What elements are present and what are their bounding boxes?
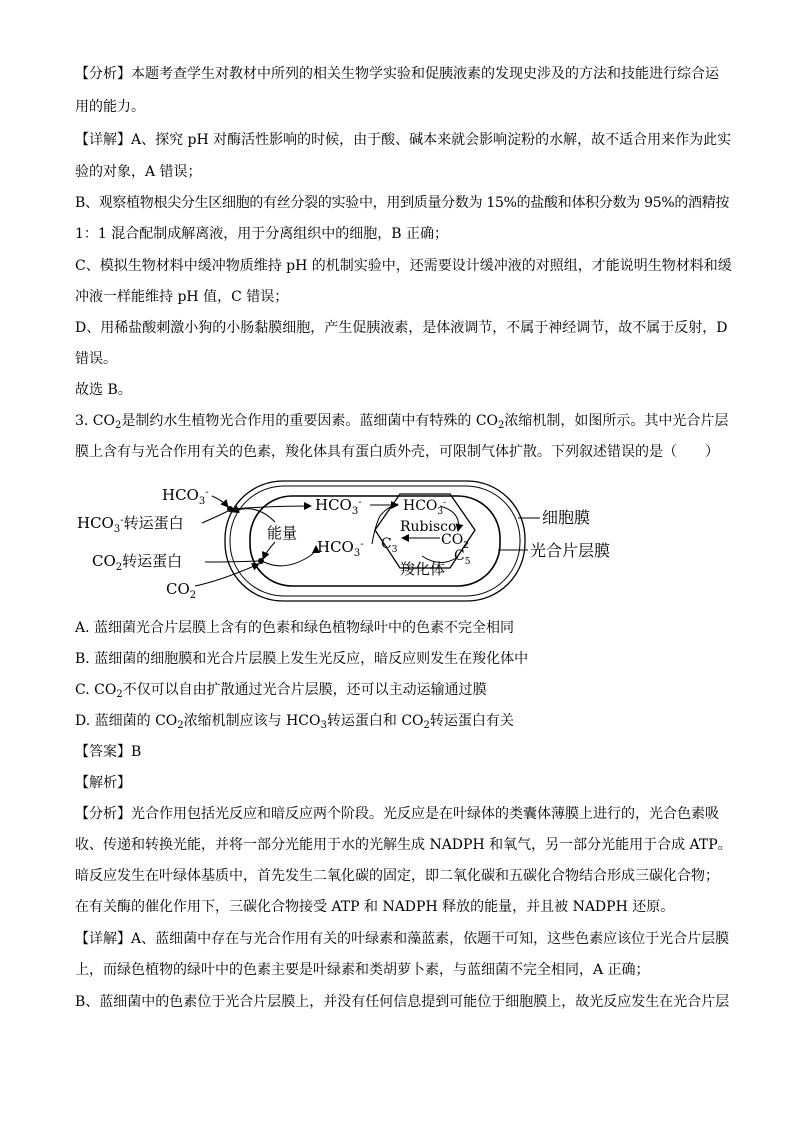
arrow-hco3-in bbox=[212, 496, 228, 507]
text-line: B、蓝细菌中的色素位于光合片层膜上，并没有任何信息提到可能位于细胞膜上，故光反应发生在光合片层 bbox=[75, 994, 730, 1010]
text-line: 1：1 混合配制成解离液，用于分离组织中的细胞，B 正确； bbox=[75, 226, 449, 242]
hco3-mid1-label: $HCO_3^-$ bbox=[315, 496, 362, 517]
analysis-tag: 【分析】 bbox=[75, 66, 131, 82]
text-line: 暗反应发生在叶绿体基质中，首先发生二氧化碳的固定，即二氧化碳和五碳化合物结合形成三碳化合物； bbox=[75, 868, 719, 884]
text-line: A、探究 pH 对酶活性影响的时候，由于酸、碱本来就会影响淀粉的水解，故不适合用来作为此实 bbox=[131, 132, 732, 148]
text-line: C、模拟生物材料中缓冲物质维持 pH 的机制实验中，还需要设计缓冲液的对照组，才能说明生物材料和缓 bbox=[75, 258, 732, 274]
carboxysome-label: 羧化体 bbox=[400, 560, 446, 578]
rubisco-label: Rubisco bbox=[400, 519, 457, 535]
co2-transporter-label: $CO_2$转运蛋白 bbox=[92, 552, 183, 573]
text-line: 光合作用包括光反应和暗反应两个阶段。光反应是在叶绿体的类囊体薄膜上进行的，光合色素吸 bbox=[131, 806, 719, 822]
question-text: 膜上含有与光合作用有关的色素，羧化体具有蛋白质外壳，可限制气体扩散。下列叙述错误的是（ ） bbox=[75, 444, 719, 460]
text-line: 错误。 bbox=[75, 351, 117, 367]
hco3-top-label: $HCO_3^-$ bbox=[162, 486, 209, 507]
text-line: 本题考查学生对教材中所列的相关生物学实验和促胰液素的发现史涉及的方法和技能进行综合运 bbox=[131, 66, 719, 82]
arrow-co2-to-hco3 bbox=[264, 546, 316, 566]
co2-bottom-label: $CO_2$ bbox=[166, 580, 197, 601]
explanation-tag: 【解析】 bbox=[75, 775, 131, 791]
arrow-hco3-transporter bbox=[202, 511, 228, 523]
co2-concentration-diagram bbox=[70, 476, 640, 606]
text-line: 冲液一样能维持 pH 值，C 错误； bbox=[75, 289, 289, 305]
text-line: 验的对象，A 错误； bbox=[75, 164, 202, 180]
c3-label: $C_3$ bbox=[381, 536, 398, 555]
question-text: 3. CO bbox=[75, 413, 115, 429]
detail-tag: 【详解】 bbox=[75, 931, 131, 947]
question-text: 浓缩机制，如图所示。其中光合片层 bbox=[504, 413, 729, 429]
question-text: 是制约水生植物光合作用的重要因素。蓝细菌中有特殊的 CO bbox=[121, 413, 499, 429]
arrow-energy-to-co2-transporter bbox=[263, 542, 275, 559]
arrow-co2-transporter bbox=[205, 561, 258, 562]
option-b: B. 蓝细菌的细胞膜和光合片层膜上发生光反应，暗反应则发生在羧化体中 bbox=[75, 651, 529, 667]
co2-inner-label: $CO_2$ bbox=[441, 532, 469, 551]
text-line: D、用稀盐酸刺激小狗的小肠黏膜细胞，产生促胰液素，是体液调节，不属于神经调节，故不属于反射，D bbox=[75, 320, 728, 336]
answer-line bbox=[75, 742, 141, 762]
option-a: A. 蓝细菌光合片层膜上含有的色素和绿色植物绿叶中的色素不完全相同 bbox=[75, 620, 515, 636]
analysis-tag: 【分析】 bbox=[75, 806, 131, 822]
c5-label: $C_5$ bbox=[454, 548, 471, 567]
hco3-inner-label: $HCO_3^-$ bbox=[403, 498, 447, 517]
detail-tag: 【详解】 bbox=[75, 132, 131, 148]
energy-label: 能量 bbox=[267, 524, 298, 542]
text-line: B、观察植物根尖分生区细胞的有丝分裂的实验中，用到质量分数为 15%的盐酸和体积分数为 95%的酒精按 bbox=[75, 195, 730, 211]
hco3-transporter-label: $HCO_3^-$转运蛋白 bbox=[77, 514, 184, 535]
text-line: 在有关酶的催化作用下，三碳化合物接受 ATP 和 NADPH 释放的能量，并且被 NADPH 还原。 bbox=[75, 899, 675, 915]
arrow-co2-in bbox=[195, 564, 259, 586]
cell-membrane-label: 细胞膜 bbox=[542, 508, 591, 527]
text-line: A、蓝细菌中存在与光合作用有关的叶绿素和藻蓝素，依题干可知，这些色素应该位于光合片层膜 bbox=[131, 931, 730, 947]
text-line: 故选 B。 bbox=[75, 382, 132, 398]
hco3-mid2-label: $HCO_3^-$ bbox=[317, 538, 364, 559]
text-line: 收、传递和转换光能，并将一部分光能用于水的光解生成 NADPH 和氧气，另一部分光能用于合成 ATP。 bbox=[75, 837, 732, 853]
answer-tag: 【答案】 bbox=[75, 744, 131, 760]
text-line: 用的能力。 bbox=[75, 99, 145, 115]
option-d: D. 蓝细菌的 $CO_2$浓缩机制应该与 $HCO_3$转运蛋白和 $CO_2$转运蛋白有关 bbox=[75, 713, 514, 731]
photo-membrane-label: 光合片层膜 bbox=[530, 541, 611, 560]
option-c: C. $CO_2$不仅可以自由扩散通过光合片层膜，还可以主动运输通过膜 bbox=[75, 682, 487, 700]
answer-value: B bbox=[131, 744, 142, 760]
text-line: 上，而绿色植物的绿叶中的色素主要是叶绿素和类胡萝卜素，与蓝细菌不完全相同，A 正确； bbox=[75, 962, 650, 978]
